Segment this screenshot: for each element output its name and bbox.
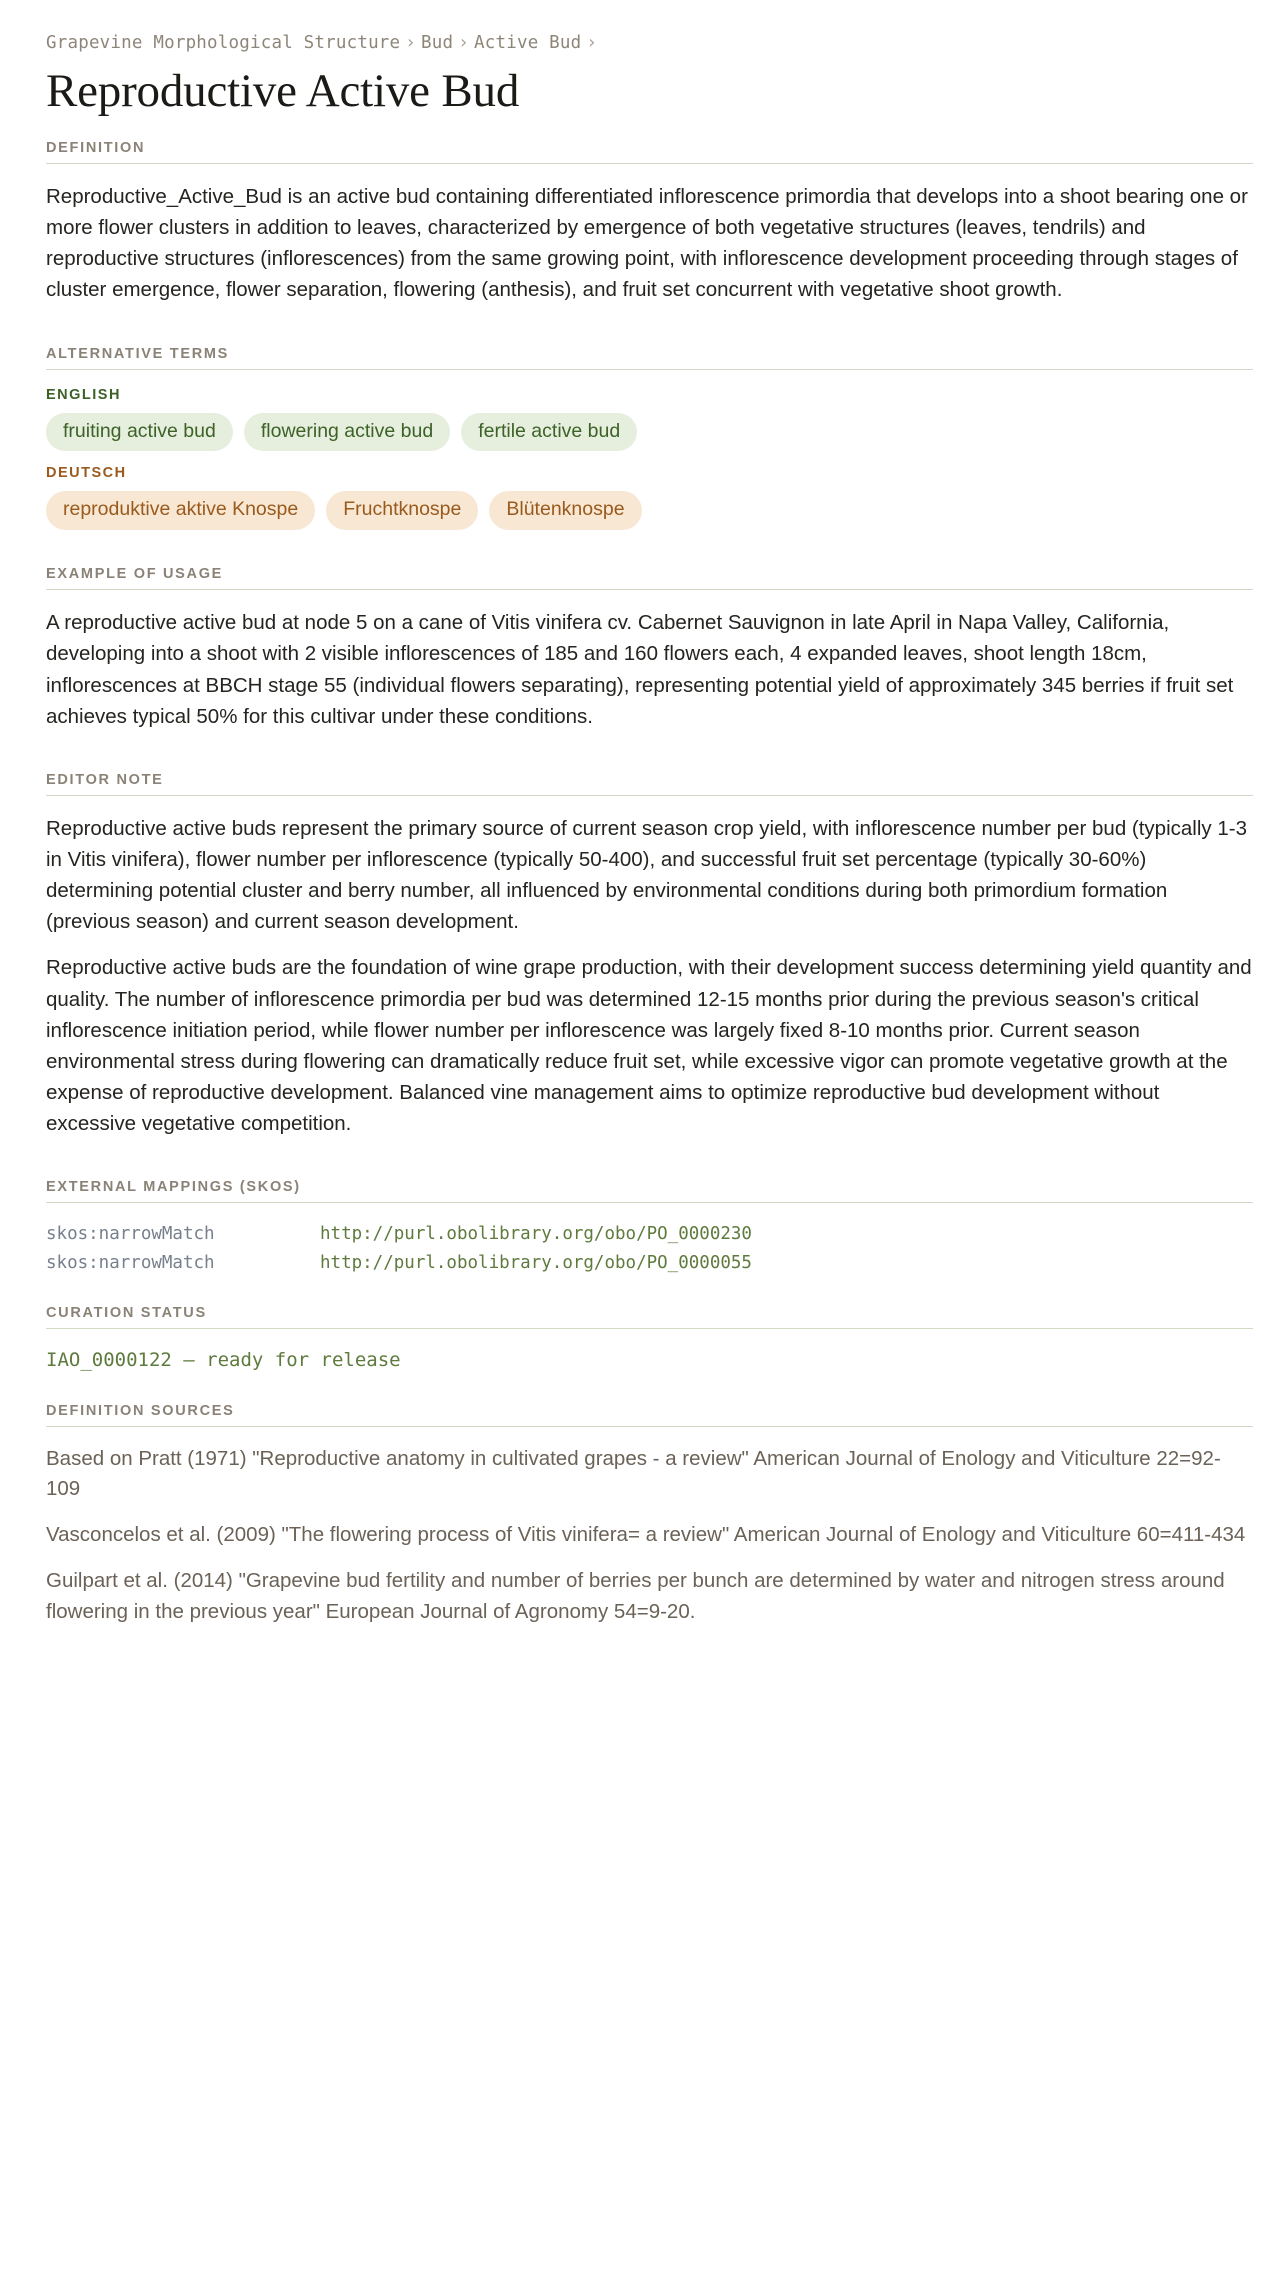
editor-note-paragraph: Reproductive active buds represent the primary source of current season crop yield, with inflorescence number per bud (typically 1-3 in Vitis vinifera), flower number per inflorescence (typically 50-400), and successful fruit set percentage (typically 30-60%) determining potential cluster and berry number, all influenced by environmental conditions during both primordium formation (previous season) and current season development. — [46, 816, 1247, 934]
section-heading-curation-status: CURATION STATUS — [46, 1305, 1253, 1329]
spacer — [46, 1283, 1253, 1305]
page-title: Reproductive Active Bud — [46, 65, 520, 118]
language-block-deutsch — [46, 465, 1253, 530]
section-external-mappings — [46, 1179, 1253, 1277]
section-curation-status — [46, 1305, 1253, 1375]
section-heading-external-mappings: EXTERNAL MAPPINGS (SKOS) — [46, 1179, 1253, 1203]
section-heading-example-of-usage: EXAMPLE OF USAGE — [46, 566, 1253, 590]
breadcrumb-separator-icon: › — [458, 33, 470, 53]
breadcrumb-item-0[interactable]: Grapevine Morphological Structure — [46, 33, 401, 53]
term-chip-row-deutsch — [46, 491, 1253, 530]
section-heading-definition: DEFINITION — [46, 140, 1253, 164]
section-definition-sources — [46, 1403, 1253, 1628]
spacer — [46, 544, 1253, 566]
mapping-object-link[interactable]: http://purl.obolibrary.org/obo/PO_0000230 — [320, 1224, 752, 1245]
breadcrumb-item-1[interactable]: Bud — [421, 33, 454, 53]
table-row — [46, 1220, 752, 1248]
breadcrumb-separator-icon: › — [586, 33, 598, 53]
section-example-of-usage — [46, 566, 1253, 732]
mapping-predicate: skos:narrowMatch — [46, 1224, 215, 1245]
breadcrumb — [46, 30, 1253, 56]
table-row — [46, 1249, 752, 1277]
editor-note-paragraph: Reproductive active buds are the foundation of wine grape production, with their development success determining yield quantity and quality. The number of inflorescence primordia per bud was determined 12-15 months prior during the previous season's critical inflorescence initiation period, while flower number per inflorescence was largely fixed 8-10 months prior. Current season environmental stress during flowering can dramatically reduce fruit set, while excessive vigor can promote vegetative growth at the expense of reproductive development. Balanced vine management aims to optimize reproductive bud development without excessive vegetative competition. — [46, 956, 1252, 1136]
breadcrumb-item-2[interactable]: Active Bud — [474, 33, 582, 53]
mapping-predicate: skos:narrowMatch — [46, 1252, 215, 1273]
external-mappings-table — [46, 1220, 752, 1277]
language-label-english: ENGLISH — [46, 386, 121, 403]
definition-source-item: Vasconcelos et al. (2009) "The flowering process of Vitis vinifera= a review" American Journal of Enology and Viticulture 60=411-434 — [46, 1523, 1246, 1547]
language-block-english — [46, 387, 1253, 452]
term-chip-row-english — [46, 413, 1253, 452]
section-heading-alternative-terms: ALTERNATIVE TERMS — [46, 346, 1253, 370]
spacer — [46, 312, 1253, 346]
term-chip[interactable]: Blütenknospe — [489, 491, 641, 530]
section-editor-note — [46, 772, 1253, 1140]
definition-text: Reproductive_Active_Bud is an active bud containing differentiated inflorescence primordia that develops into a shoot bearing one or more flower clusters in addition to leaves, characterized by emergence of both vegetative structures (leaves, tendrils) and reproductive structures (inflorescences) from the same growing point, with inflorescence development proceeding through stages of cluster emergence, flower separation, flowering (anthesis), and fruit set concurrent with vegetative shoot growth. — [46, 184, 1248, 302]
breadcrumb-separator-icon: › — [405, 33, 417, 53]
mapping-object-link[interactable]: http://purl.obolibrary.org/obo/PO_0000055 — [320, 1252, 752, 1273]
definition-source-item: Based on Pratt (1971) "Reproductive anatomy in cultivated grapes - a review" American Journal of Enology and Viticulture 22=92-109 — [46, 1446, 1221, 1501]
term-chip[interactable]: fruiting active bud — [46, 413, 233, 452]
term-chip[interactable]: flowering active bud — [244, 413, 450, 452]
section-alternative-terms — [46, 346, 1253, 531]
curation-status-value: IAO_0000122 — ready for release — [46, 1349, 401, 1372]
spacer — [46, 1145, 1253, 1179]
term-chip[interactable]: fertile active bud — [461, 413, 637, 452]
spacer — [46, 738, 1253, 772]
section-definition — [46, 140, 1253, 306]
section-heading-definition-sources: DEFINITION SOURCES — [46, 1403, 1253, 1427]
example-of-usage-text: A reproductive active bud at node 5 on a cane of Vitis vinifera cv. Cabernet Sauvignon in late April in Napa Valley, California, developing into a shoot with 2 visible inflorescences of 185 and 160 flowers each, 4 expanded leaves, shoot length 18cm, inflorescences at BBCH stage 55 (individual flowers separating), representing potential yield of approximately 345 berries if fruit set achieves typical 50% for this cultivar under these conditions. — [46, 611, 1234, 728]
spacer — [46, 1381, 1253, 1403]
definition-source-item: Guilpart et al. (2014) "Grapevine bud fertility and number of berries per bunch are determined by water and nitrogen stress around flowering in the previous year" European Journal of Agronomy 54=9-20. — [46, 1568, 1225, 1623]
language-label-deutsch: DEUTSCH — [46, 465, 127, 482]
term-chip[interactable]: reproduktive aktive Knospe — [46, 491, 315, 530]
term-chip[interactable]: Fruchtknospe — [326, 491, 478, 530]
section-heading-editor-note: EDITOR NOTE — [46, 772, 1253, 796]
